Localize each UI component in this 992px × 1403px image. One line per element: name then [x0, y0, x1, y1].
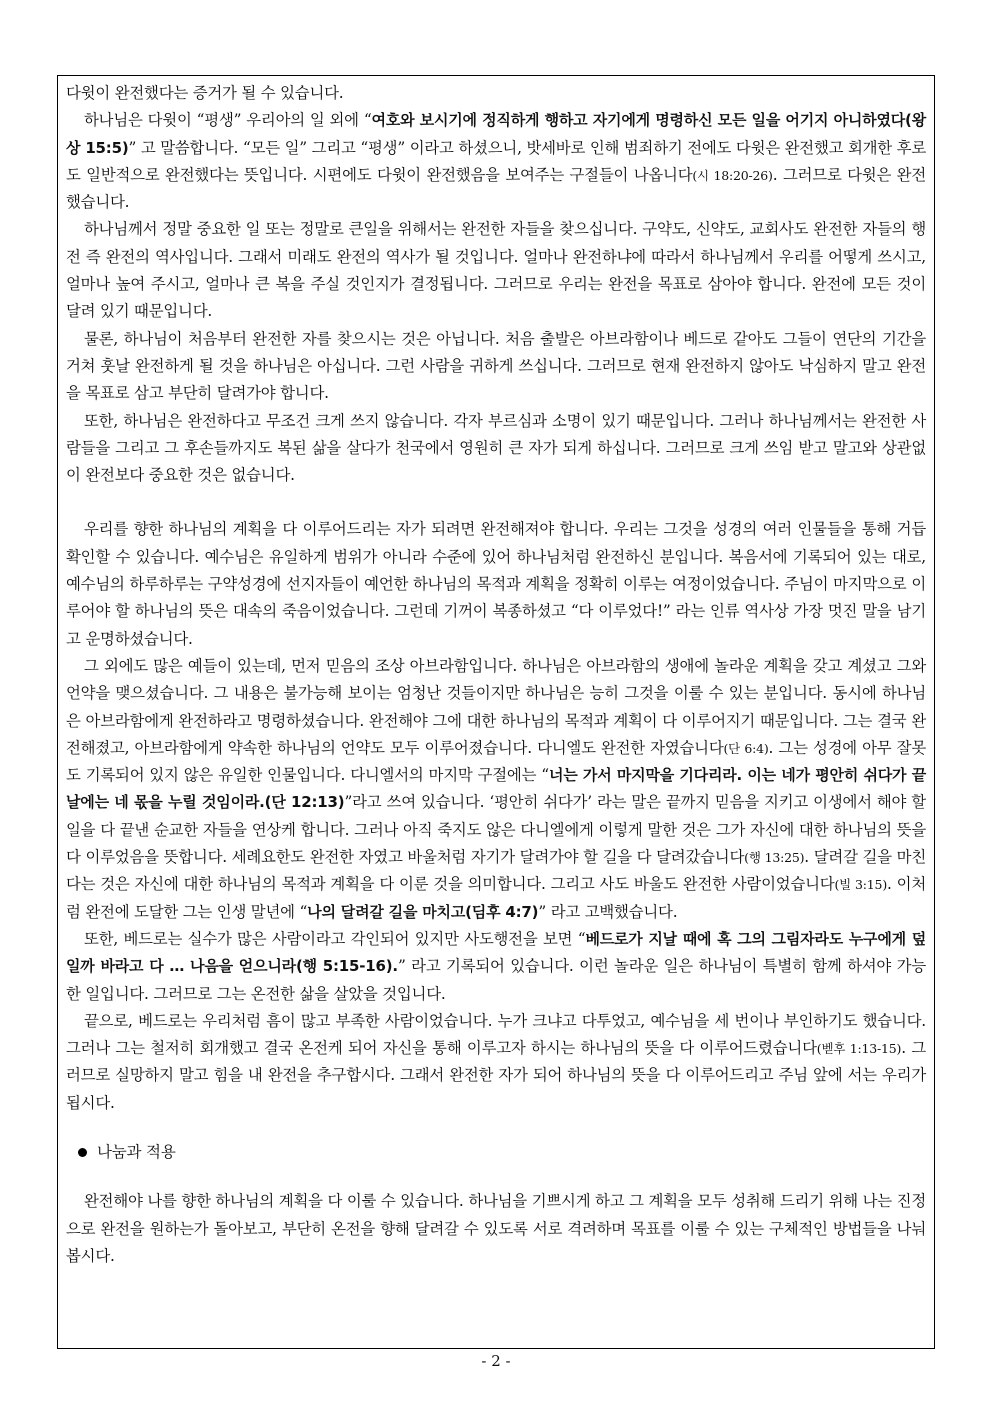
bible-reference: (벧후 1:13-15) [816, 1041, 902, 1057]
paragraph: 다윗이 완전했다는 증거가 될 수 있습니다. [66, 84, 344, 102]
bullet-icon [78, 1148, 87, 1157]
paragraph: 완전해야 나를 향한 하나님의 계획을 다 이룰 수 있습니다. 하나님을 기쁘시게 하고 그 계획을 모두 성취해 드리기 위해 나는 진정으로 완전을 원하는가 돌아보고, 부단히 온전을 향해 달려갈 수 있도록 서로 격려하며 목표를 이룰 수 있는 구체적인 방법들을 나눠봅시다. [66, 1192, 926, 1265]
bible-reference: (행 13:25) [744, 850, 805, 866]
bible-reference: (빌 3:15) [834, 877, 887, 893]
paragraph: 우리를 향한 하나님의 계획을 다 이루어드리는 자가 되려면 완전해져야 합니다. 우리는 그것을 성경의 여러 인물들을 통해 거듭 확인할 수 있습니다. 예수님은 유일하게 범위가 아니라 수준에 있어 하나님처럼 완전하신 분입니다. 복음서에 기록되어 있는 대로, 예수님의 하루하루는 구약성경에 선지자들이 예언한 하나님의 목적과 계획을 정확히 이루는 여정이었습니다. 주님이 마지막으로 이루어야 할 하나님의 뜻은 대속의 죽음이었습니다. 그런데 기꺼이 복종하셨고 “다 이루었다!” 라는 인류 역사상 가장 멋진 말을 남기고 운명하셨습니다. [66, 520, 926, 648]
section-title: 나눔과 적용 [97, 1142, 176, 1161]
text-run: ”라고 쓰여 있습니다. ‘평안히 쉬다가’ 라는 말은 끝까지 믿음을 지키고 이생에서 해야 할 일을 다 끝낸 순교한 자들을 연상케 합니다. 그러나 아직 죽지도 않은 다니엘에게 이렇게 말한 것은 그가 자신에 대한 하나님의 뜻을 다 이루었음을 뜻합니다. 세례요한도 완전한 자였고 바울처럼 자기가 달려가야 할 길을 다 달려갔습니다 [66, 793, 926, 867]
bible-quote: 나의 달려갈 길을 마치고(딤후 4:7) [307, 902, 539, 921]
text-run: . 그러므로 실망하지 말고 힘을 내 완전을 추구합시다. 그래서 완전한 자가 되어 하나님의 뜻을 다 이루어드리고 주님 앞에 서는 우리가 됩시다. [66, 1039, 926, 1112]
text-run: 또한, 베드로는 실수가 많은 사람이라고 각인되어 있지만 사도행전을 보면 “ [84, 929, 586, 948]
spacer [66, 1166, 926, 1188]
text-run: ” 고 말씀합니다. “모든 일” 그리고 “평생” 이라고 하셨으니, 밧세바로 인해 범죄하기 전에도 다윗은 완전했고 회개한 후로도 일반적으로 완전했다는 뜻입니다. 시편에도 다윗이 완전했음을 보여주는 구절들이 나옵니다 [66, 138, 926, 184]
paragraph [66, 926, 926, 1008]
paragraph [66, 107, 926, 216]
paragraph: 또한, 하나님은 완전하다고 무조건 크게 쓰지 않습니다. 각자 부르심과 소명이 있기 때문입니다. 그러나 하나님께서는 완전한 사람들을 그리고 그 후손들까지도 복된 삶을 살다가 천국에서 영원히 큰 자가 되게 하십니다. 그러므로 크게 쓰임 받고 말고와 상관없이 완전보다 중요한 것은 없습니다. [66, 411, 926, 485]
section-heading [78, 1139, 926, 1166]
bible-quote: 너는 가서 마지막을 기다리라. 이는 네가 평안히 쉬다가 끝날에는 네 몫을 누릴 것임이라.(단 12:13) [66, 766, 926, 812]
bible-reference: (왕상 15:5) [66, 111, 926, 157]
text-run: ” 라고 고백했습니다. [538, 902, 678, 921]
spacer [66, 489, 926, 516]
text-run: 하나님은 다윗이 “평생” 우리아의 일 외에 “ [84, 111, 372, 130]
text-run: . 그러므로 다윗은 완전했습니다. [66, 165, 926, 212]
text-run: ” 라고 기록되어 있습니다. 이런 놀라운 일은 하나님이 특별히 함께 하셔야 가능한 일입니다. 그러므로 그는 온전한 삶을 살았을 것입니다. [66, 957, 926, 1003]
paragraph [66, 653, 926, 926]
paragraph [66, 1008, 926, 1117]
bible-quote: 여호와 보시기에 정직하게 행하고 자기에게 명령하신 모든 일을 어기지 아니하였다 [371, 111, 906, 130]
paragraph: 하나님께서 정말 중요한 일 또는 정말로 큰일을 위해서는 완전한 자들을 찾으십니다. 구약도, 신약도, 교회사도 완전한 자들의 행전 즉 완전의 역사입니다. 그래서 미래도 완전의 역사가 될 것입니다. 얼마나 완전하냐에 따라서 하나님께서 우리를 어떻게 쓰시고, 얼마나 높여 주시고, 얼마나 큰 복을 주실 것인지가 결정됩니다. 그러므로 우리는 완전을 목표로 삼아야 합니다. 완전에 모든 것이 달려 있기 때문입니다. [66, 220, 926, 321]
bible-reference: (시 18:20-26) [692, 167, 773, 183]
bible-quote: 베드로가 지날 때에 혹 그의 그림자라도 누구에게 덮일까 바라고 다 … 나음을 얻으니라(행 5:15-16). [66, 929, 926, 976]
text-run: . 달려갈 길을 마친다는 것은 자신에 대한 하나님의 목적과 계획을 다 이룬 것을 의미합니다. 그리고 사도 바울도 완전한 사람이었습니다 [66, 848, 927, 894]
text-run: . 이처럼 완전에 도달한 그는 인생 말년에 “ [66, 875, 926, 921]
spacer [66, 1117, 926, 1139]
bible-reference: (단 6:4) [723, 740, 769, 756]
text-run: 끝으로, 베드로는 우리처럼 흠이 많고 부족한 사람이었습니다. 누가 크냐고 다투었고, 예수님을 세 번이나 부인하기도 했습니다. 그러나 그는 철저히 회개했고 결국 온전케 되어 자신을 통해 이루고자 하시는 하나님의 뜻을 다 이루어드렸습니다 [66, 1011, 926, 1058]
paragraph: 물론, 하나님이 처음부터 완전한 자를 찾으시는 것은 아닙니다. 처음 출발은 아브라함이나 베드로 같아도 그들이 연단의 기간을 거쳐 훗날 완전하게 될 것을 하나님은 아십니다. 그런 사람을 귀하게 쓰십니다. 그러므로 현재 완전하지 않아도 낙심하지 말고 완전을 목표로 삼고 부단히 달려가야 합니다. [66, 329, 926, 403]
text-run: . 그는 성경에 아무 잘못도 기록되어 있지 않은 유일한 인물입니다. 다니엘서의 마지막 구절에는 “ [66, 738, 927, 785]
document-body [66, 80, 926, 1270]
text-run: 그 외에도 많은 예들이 있는데, 먼저 믿음의 조상 아브라함입니다. 하나님은 아브라함의 생애에 놀라운 계획을 갖고 계셨고 그와 언약을 맺으셨습니다. 그 내용은 불가능해 보이는 엄청난 것들이지만 하나님은 능히 그것을 이룰 수 있는 분입니다. 동시에 하나님은 아브라함에게 완전하라고 명령하셨습니다. 완전해야 그에 대한 하나님의 목적과 계획이 다 이루어지기 때문입니다. 그는 결국 완전해졌고, 아브라함에게 약속한 하나님의 언약도 모두 이루어졌습니다. 다니엘도 완전한 자였습니다 [66, 656, 926, 757]
page-number: - 2 - [481, 1352, 511, 1370]
